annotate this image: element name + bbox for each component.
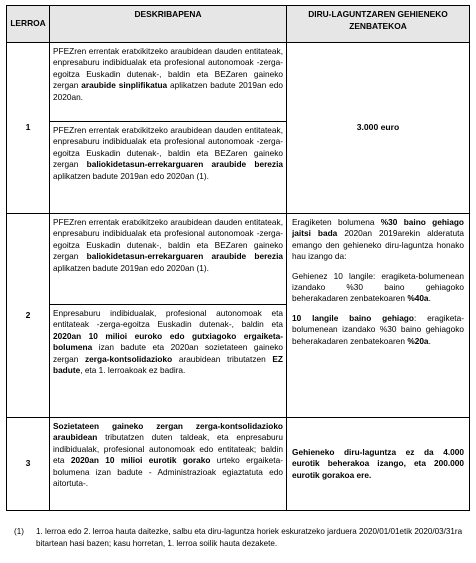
text-run: aplikatzen badute 2019an edo 2020an. — [53, 80, 283, 102]
text-run: PFEZren errentak eratxikitzeko araubidean dauden entitateak, enpresaburu indibidualak eta profesional autonomoak -zerga-egoitza Euskadin dutenak-, baldin eta BEZaren gaineko zergan — [53, 46, 283, 91]
row3-amount-text — [292, 447, 464, 481]
text-run: . — [428, 293, 431, 304]
text-run: aplikatzen badute 2019an edo 2020an (1). — [53, 170, 209, 181]
text-run: %40a — [407, 293, 429, 304]
footnote-text: 1. lerroa edo 2. lerroa hauta daitezke, salbu eta diru-laguntza horiek eskuratzeko jarduera 2020/01/01etik 2020/03/31ra bitartean hasi bazen; kasu horretan, 1. lerroa soilik hauta dezakete. — [36, 527, 463, 548]
header-lerroa-text: LERROA — [10, 18, 46, 29]
row1-amount-text: 3.000 euro — [356, 122, 400, 133]
row1-lerroa — [6, 42, 50, 214]
text-run: Sozietateen gaineko zergan zerga-kontsolidazioko araubidean — [53, 421, 283, 443]
row3-lerroa-text: 3 — [25, 458, 31, 469]
text-run: tributatzen duten taldeak, eta enpresaburu indibidualak, profesional autonomoak edo entitateak; baldin eta — [53, 432, 283, 466]
footnote — [14, 526, 464, 550]
text-run: 2020an 2019arekin alderatuta emango den gehieneko diru-laguntza honako hau izango da: — [292, 228, 465, 262]
subsidy-table — [6, 5, 470, 511]
row1-amount — [286, 42, 470, 214]
row2-amount-para-1 — [292, 217, 464, 263]
text-run: Gehieneko diru-laguntza ez da 4.000 eurotik beherakoa izango, eta 200.000 eurotik gorakoa ere. — [292, 446, 464, 480]
row2-desc-b-text — [53, 308, 283, 376]
header-deskribapena — [49, 5, 287, 43]
row2-lerroa-text: 2 — [25, 309, 31, 320]
text-run: : eragiketa-bolumenean izandako %30 baino gehiagoko beherakadaren zenbatekoaren — [292, 312, 464, 346]
text-run: izan badute eta 2020an sozietateen gaineko zergan — [53, 342, 283, 364]
text-run: 2020an 10 milioi euroko edo gutxiagoko ergaiketa-bolumena — [53, 330, 283, 353]
row1-lerroa-text: 1 — [25, 122, 31, 133]
row3-desc-text — [53, 421, 283, 489]
header-zenbatekoa-text: DIRU-LAGUNTZAREN GEHIENEKO ZENBATEKOA — [308, 9, 448, 31]
row2-lerroa — [6, 213, 50, 418]
text-run: urteko ergaiketa-bolumena izan badute - Administrazioak egiaztatuta edo aitortuta-. — [53, 455, 283, 489]
header-lerroa — [6, 5, 50, 43]
row2-amount — [286, 213, 470, 418]
text-run: baliokidetasun-errekarguaren araubide berezia — [86, 159, 283, 170]
text-run: %30 baino gehiago jaitsi bada — [292, 217, 464, 239]
header-deskribapena-text: DESKRIBAPENA — [134, 9, 202, 19]
text-run: Enpresaburu indibidualak, profesional autonomoak eta entitateak -zerga-egoitza Euskadin dutenak-, baldin eta — [53, 308, 283, 330]
row1-desc-b-text — [53, 125, 283, 182]
text-run: , eta 1. lerroakoak ez badira. — [80, 365, 186, 376]
row2-amount-para-3 — [292, 313, 464, 347]
footnote-number: (1) — [14, 527, 24, 536]
text-run: Eragiketen bolumena — [292, 217, 381, 227]
row1-desc-b — [49, 121, 287, 214]
row3-desc — [49, 417, 287, 511]
text-run: baliokidetasun-errekarguaren araubide berezia — [86, 251, 283, 262]
row2-desc-a-text — [53, 217, 283, 274]
row2-desc-b — [49, 304, 287, 418]
row3-lerroa — [6, 417, 50, 511]
row1-desc-a — [49, 42, 287, 122]
text-run: PFEZren errentak eratxikitzeko araubidean dauden entitateak, enpresaburu indibidualak eta profesional autonomoak -zerga-egoitza Euskadin dutenak-, baldin eta BEZaren gaineko zergan — [53, 125, 283, 170]
text-run: 2020an 10 milioi eurotik gorako — [70, 455, 211, 466]
header-zenbatekoa — [286, 5, 470, 43]
text-run: araubide sinplifikatua — [81, 80, 168, 91]
text-run: PFEZren errentak eratxikitzeko araubidean dauden entitateak, enpresaburu indibidualak eta profesional autonomoak -zerga-egoitza Euskadin dutenak-, baldin eta BEZaren gaineko zergan — [53, 217, 283, 262]
text-run: Gehienez 10 langile: eragiketa-bolumenean izandako %30 baino gehiagoko beherakadaren zenbatekoaren — [292, 270, 464, 304]
text-run: 10 langile baino gehiago — [292, 312, 414, 323]
text-run: EZ badute — [53, 353, 283, 376]
row3-amount — [286, 417, 470, 511]
row2-desc-a — [49, 213, 287, 305]
row2-amount-para-2 — [292, 271, 464, 305]
text-run: araubidean tributatzen — [172, 353, 273, 364]
text-run: %20a — [407, 335, 429, 346]
row1-desc-a-text — [53, 46, 283, 103]
text-run: aplikatzen badute 2019an edo 2020an (1). — [53, 262, 209, 273]
text-run: . — [428, 335, 431, 346]
text-run: zerga-kontsolidazioko — [85, 353, 173, 364]
